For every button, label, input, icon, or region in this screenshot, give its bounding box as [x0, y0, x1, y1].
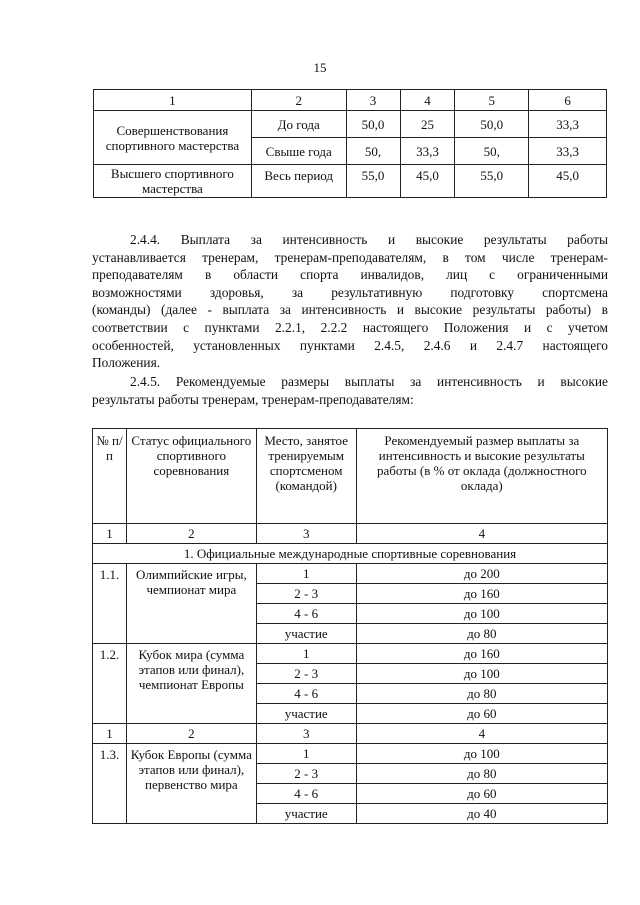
- paragraph-2-4-5: [92, 373, 608, 408]
- table-cell: 33,3: [400, 138, 455, 165]
- rate-cell: до 100: [356, 664, 607, 684]
- rate-cell: до 60: [356, 784, 607, 804]
- text-line: (команды) (далее - выплата за интенсивность и высокие результаты работы) в: [92, 302, 608, 318]
- table-index-row: [93, 524, 608, 544]
- text-line: результаты работы тренерам, тренерам-преподавателям:: [92, 391, 414, 407]
- recommended-payment-table: [92, 428, 608, 824]
- table-row: [94, 165, 607, 198]
- rate-cell: до 60: [356, 704, 607, 724]
- rate-cell: до 80: [356, 764, 607, 784]
- table-cell: 2: [126, 524, 256, 544]
- table-cell: 3: [256, 524, 356, 544]
- place-cell: участие: [256, 804, 356, 824]
- payment-share-table: [93, 89, 607, 198]
- table-row: [93, 744, 608, 764]
- row-number: 1.3.: [93, 744, 127, 824]
- period-cell: Свыше года: [251, 138, 346, 165]
- table-index-row: [93, 724, 608, 744]
- rate-cell: до 80: [356, 624, 607, 644]
- text-line: преподавателям в области спорта инвалидов, лиц с ограниченными: [92, 267, 608, 283]
- rate-cell: до 160: [356, 644, 607, 664]
- place-cell: 2 - 3: [256, 664, 356, 684]
- header-status: Статус официального спортивного соревнования: [126, 429, 256, 524]
- rate-cell: до 100: [356, 604, 607, 624]
- table-cell: 45,0: [529, 165, 607, 198]
- header-num: № п/п: [93, 429, 127, 524]
- table-cell: 55,0: [346, 165, 400, 198]
- rate-cell: до 200: [356, 564, 607, 584]
- table-cell: 4: [356, 524, 607, 544]
- text-line: Положения.: [92, 355, 161, 371]
- row-number: 1.1.: [93, 564, 127, 644]
- table-cell: 4: [400, 90, 455, 111]
- table-cell: 2: [251, 90, 346, 111]
- section-title: 1. Официальные международные спортивные соревнования: [93, 544, 608, 564]
- section-row: [93, 544, 608, 564]
- text-line: устанавливается тренерам, тренерам-преподавателям, в том числе тренерам-: [92, 249, 608, 265]
- rate-cell: до 40: [356, 804, 607, 824]
- table-cell: 33,3: [529, 138, 607, 165]
- period-cell: До года: [251, 111, 346, 138]
- table-row: [93, 564, 608, 584]
- place-cell: 4 - 6: [256, 684, 356, 704]
- table-cell: 5: [455, 90, 529, 111]
- place-cell: 1: [256, 644, 356, 664]
- table-cell: 33,3: [529, 111, 607, 138]
- place-cell: 4 - 6: [256, 784, 356, 804]
- table-cell: 2: [126, 724, 256, 744]
- period-cell: Весь период: [251, 165, 346, 198]
- header-place: Место, занятое тренируемым спортсменом (командой): [256, 429, 356, 524]
- table-cell: 25: [400, 111, 455, 138]
- text-line: 2.4.5. Рекомендуемые размеры выплаты за интенсивность и высокие: [130, 374, 608, 389]
- competition-status: Кубок мира (сумма этапов или финал), чемпионат Европы: [126, 644, 256, 724]
- competition-status: Кубок Европы (сумма этапов или финал), первенство мира: [126, 744, 256, 824]
- rate-cell: до 160: [356, 584, 607, 604]
- table-header-row: [94, 90, 607, 111]
- table-row: [93, 644, 608, 664]
- table-cell: 50,: [455, 138, 529, 165]
- table-cell: 50,0: [346, 111, 400, 138]
- table-cell: 1: [94, 90, 252, 111]
- table-cell: 6: [529, 90, 607, 111]
- table-cell: 50,0: [455, 111, 529, 138]
- table-cell: 45,0: [400, 165, 455, 198]
- table-cell: 55,0: [455, 165, 529, 198]
- place-cell: 1: [256, 564, 356, 584]
- table-cell: 50,: [346, 138, 400, 165]
- place-cell: 1: [256, 744, 356, 764]
- table-cell: 1: [93, 724, 127, 744]
- page-number: 15: [313, 60, 327, 75]
- paragraph-2-4-4: [92, 231, 608, 372]
- place-cell: участие: [256, 704, 356, 724]
- place-cell: 4 - 6: [256, 604, 356, 624]
- text-line: возможностями здоровья, за результативную подготовку спортсмена: [92, 284, 608, 300]
- header-rate: Рекомендуемый размер выплаты за интенсивность и высокие результаты работы (в % от оклада (должностного оклада): [356, 429, 607, 524]
- stage-name-cell: Совершенствования спортивного мастерства: [94, 111, 252, 165]
- table-row: [94, 111, 607, 138]
- place-cell: 2 - 3: [256, 584, 356, 604]
- text-line: 2.4.4. Выплата за интенсивность и высокие результаты работы: [130, 232, 608, 247]
- rate-cell: до 80: [356, 684, 607, 704]
- row-number: 1.2.: [93, 644, 127, 724]
- text-line: особенностей, установленных пунктами 2.4.5, 2.4.6 и 2.4.7 настоящего: [92, 337, 608, 353]
- table-cell: 3: [256, 724, 356, 744]
- table-header-row: [93, 429, 608, 524]
- rate-cell: до 100: [356, 744, 607, 764]
- table-cell: 4: [356, 724, 607, 744]
- competition-status: Олимпийские игры, чемпионат мира: [126, 564, 256, 644]
- place-cell: 2 - 3: [256, 764, 356, 784]
- place-cell: участие: [256, 624, 356, 644]
- table-cell: 3: [346, 90, 400, 111]
- stage-name-cell: Высшего спортивного мастерства: [94, 165, 252, 198]
- table-cell: 1: [93, 524, 127, 544]
- text-line: соответствии с пунктами 2.2.1, 2.2.2 настоящего Положения и с учетом: [92, 319, 608, 335]
